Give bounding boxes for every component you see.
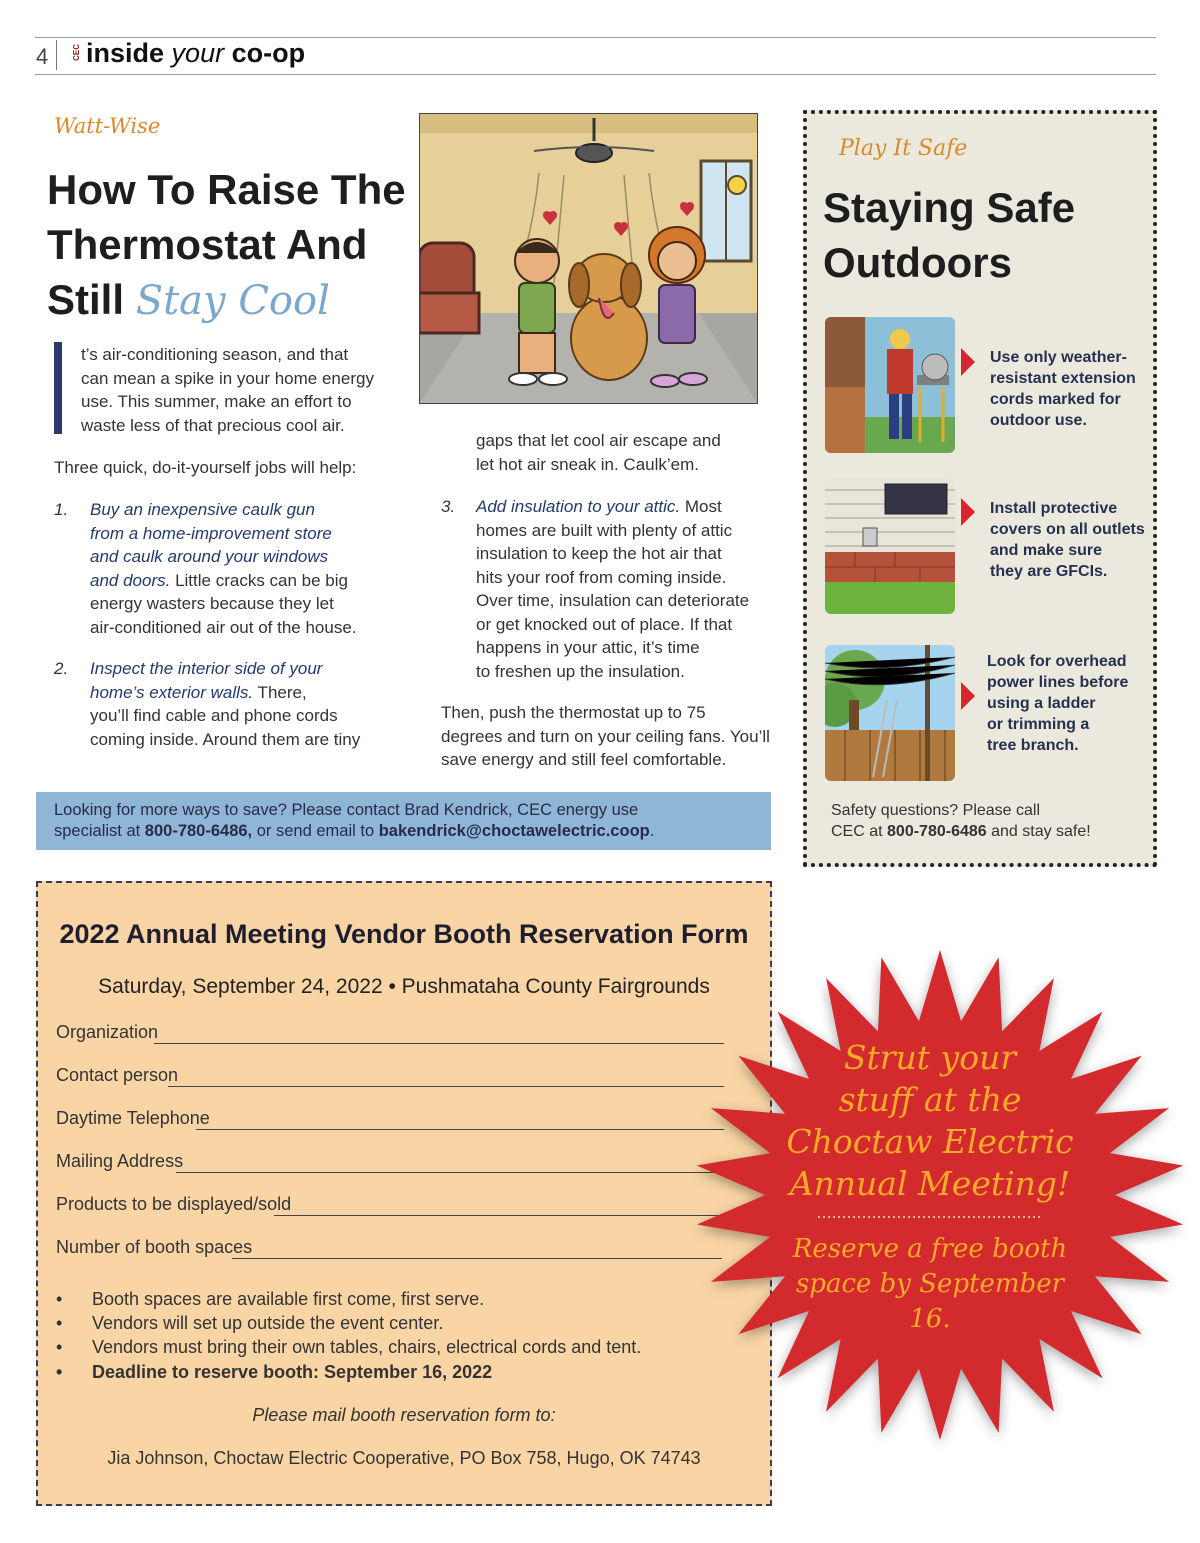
- article-title-still: Still: [47, 276, 125, 323]
- starburst-headline: [780, 1037, 1080, 1205]
- field-products-label: Products to be displayed/sold: [56, 1194, 292, 1214]
- sidebar-footer-end: and stay safe!: [986, 823, 1091, 840]
- item3-line: to freshen up the insulation.: [476, 661, 685, 681]
- sidebar-footer-cec: CEC at: [831, 823, 888, 840]
- cec-logo-text: CEC: [71, 44, 81, 61]
- field-telephone-line[interactable]: [196, 1129, 724, 1130]
- col2-line: gaps that let cool air escape and: [476, 431, 721, 450]
- brand-inside: inside: [86, 38, 165, 68]
- item1-em-line: Buy an inexpensive caulk gun: [90, 500, 315, 519]
- contact-line-1: Looking for more ways to save? Please contact Brad Kendrick, CEC energy use: [54, 801, 639, 819]
- section-brand: [86, 38, 305, 69]
- article-closing: [441, 701, 770, 772]
- item3-line: Over time, insulation can deteriorate: [476, 591, 750, 610]
- item3-line: hits your roof from coming inside.: [476, 567, 727, 587]
- deadline-text: Deadline to reserve booth: September 16, 2022: [92, 1362, 493, 1382]
- tip2-line: covers on all outlets: [990, 521, 1145, 538]
- item2-text: [90, 657, 360, 751]
- item3-mixed-rest: Most: [680, 497, 722, 516]
- contact-info-text: [54, 800, 654, 842]
- bullet-text: Booth spaces are available first come, first serve.: [92, 1289, 485, 1309]
- dog-figure: [569, 254, 647, 380]
- field-address-line[interactable]: [176, 1172, 724, 1173]
- article-intro-line: t’s air-conditioning season, and that: [81, 345, 349, 364]
- tip1-line: outdoor use.: [990, 412, 1087, 429]
- field-contact-label: Contact person: [56, 1065, 179, 1085]
- sidebar-footer: [831, 800, 1091, 842]
- starburst-sub-line: Reserve a free booth: [792, 1234, 1068, 1264]
- article-kicker: Watt-Wise: [54, 114, 161, 138]
- bullet-dot: •: [56, 1362, 63, 1382]
- safety-tip-3: [987, 651, 1128, 756]
- item1-line: energy wasters because they let: [90, 594, 334, 613]
- bullet-text: Vendors must bring their own tables, chairs, electrical cords and tent.: [92, 1337, 642, 1357]
- tip3-line: using a ladder: [987, 695, 1096, 712]
- item1-em-line: and caulk around your windows: [90, 547, 329, 566]
- contact-mid: or send email to: [252, 822, 379, 840]
- starburst-headline-line: Annual Meeting!: [789, 1164, 1071, 1203]
- contact-info-bar: [36, 792, 771, 850]
- tip2-line: Install protective: [990, 500, 1118, 517]
- form-bullet: [56, 1337, 641, 1358]
- tip3-line: Look for overhead: [987, 653, 1127, 670]
- extension-cord-illustration: [825, 317, 955, 453]
- item1-em-line: from a home-improvement store: [90, 523, 332, 543]
- bullet-text: Vendors will set up outside the event center.: [92, 1313, 444, 1333]
- article-title: [47, 162, 407, 329]
- header-bottom-rule: [35, 74, 1156, 75]
- article-intro-line: use. This summer, make an effort to: [81, 392, 352, 411]
- vendor-reservation-form: [36, 881, 772, 1506]
- sidebar-title: [823, 180, 1075, 290]
- item2-em-line: Inspect the interior side of your: [90, 659, 323, 678]
- contact-email-link[interactable]: bakendrick@choctawelectric.coop: [378, 822, 650, 840]
- item2-line: coming inside. Around them are tiny: [90, 729, 361, 749]
- article-intro-line: can mean a spike in your home energy: [81, 368, 374, 388]
- bullet-dot: •: [56, 1337, 63, 1357]
- item3-text: [476, 495, 749, 683]
- form-subtitle: Saturday, September 24, 2022 • Pushmataha County Fairgrounds: [98, 975, 710, 998]
- tip2-line: and make sure: [990, 542, 1103, 559]
- item1-number: 1.: [54, 500, 69, 519]
- mail-address: Jia Johnson, Choctaw Electric Cooperative, PO Box 758, Hugo, OK 74743: [107, 1448, 701, 1468]
- sidebar-title-line: Outdoors: [823, 239, 1012, 286]
- starburst-sub-line: space by September 16.: [795, 1269, 1065, 1334]
- field-telephone-label: Daytime Telephone: [56, 1108, 210, 1128]
- form-deadline-bullet: [56, 1362, 492, 1383]
- sidebar-footer-phone[interactable]: 800-780-6486: [887, 823, 987, 840]
- field-contact-line[interactable]: [168, 1086, 724, 1087]
- item1-mixed-rest: Little cracks can be big: [170, 570, 348, 590]
- tip1-line: resistant extension: [990, 370, 1136, 387]
- contact-line-2: [54, 821, 654, 842]
- col2-continuation: [476, 429, 721, 476]
- tip3-line: power lines before: [987, 674, 1129, 691]
- tip-arrow-icon: [961, 498, 975, 526]
- closing-line: Then, push the thermostat up to 75: [441, 703, 706, 722]
- field-booth-spaces-line[interactable]: [232, 1258, 722, 1259]
- field-organization-label: Organization: [56, 1022, 159, 1042]
- starburst-headline-line: Choctaw Electric: [786, 1122, 1074, 1161]
- article-intro-line: waste less of that precious cool air.: [81, 415, 345, 435]
- sun-icon: [728, 176, 746, 194]
- form-bullet: [56, 1289, 484, 1310]
- cec-logo: [70, 44, 83, 70]
- form-title: 2022 Annual Meeting Vendor Booth Reservation Form: [59, 919, 749, 949]
- tip-arrow-icon: [961, 682, 975, 710]
- bullet-dot: •: [56, 1313, 63, 1333]
- couch-icon: [419, 243, 479, 333]
- starburst-headline-line: stuff at the: [838, 1080, 1022, 1119]
- tip3-line: tree branch.: [987, 737, 1079, 754]
- tip3-line: or trimming a: [987, 716, 1090, 733]
- item2-em-mixed: home’s exterior walls.: [90, 682, 254, 702]
- safety-tip-2: [990, 498, 1145, 582]
- tip1-line: Use only weather-: [990, 349, 1127, 366]
- outlet-cover-illustration: [825, 478, 955, 614]
- article-intro: [81, 343, 374, 437]
- drop-cap-bar: [54, 342, 62, 434]
- field-organization-line[interactable]: [154, 1043, 724, 1044]
- power-lines-illustration: [825, 645, 955, 781]
- bullet-dot: •: [56, 1289, 63, 1309]
- item3-line: or get knocked out of place. If that: [476, 614, 733, 634]
- safety-sidebar: [803, 110, 1157, 867]
- article-title-line: Thermostat And: [47, 221, 368, 268]
- contact-phone[interactable]: 800-780-6486,: [144, 822, 253, 840]
- item3-line: happens in your attic, it’s time: [476, 638, 700, 657]
- brand-your: your: [171, 38, 225, 68]
- starburst-headline-line: Strut your: [843, 1038, 1017, 1077]
- field-booth-spaces-label: Number of booth spaces: [56, 1237, 253, 1257]
- item3-line: insulation to keep the hot air that: [476, 544, 722, 563]
- article-title-line: How To Raise The: [47, 166, 406, 213]
- starburst-subline: [780, 1232, 1080, 1337]
- item3-number: 3.: [441, 497, 456, 516]
- page-number: 4: [36, 44, 49, 69]
- item2-mixed-rest: There,: [253, 682, 307, 702]
- contact-prefix: specialist at: [54, 822, 145, 840]
- item1-text: [90, 498, 357, 639]
- article-lead: Three quick, do-it-yourself jobs will help:: [54, 458, 357, 477]
- field-address-label: Mailing Address: [56, 1151, 184, 1171]
- closing-line: degrees and turn on your ceiling fans. You’ll: [441, 726, 770, 746]
- closing-line: save energy and still feel comfortable.: [441, 750, 727, 769]
- sidebar-footer-line: Safety questions? Please call: [831, 802, 1041, 819]
- form-bullet: [56, 1313, 443, 1334]
- article-title-script: Stay Cool: [135, 278, 330, 324]
- item1-em-mixed: and doors.: [90, 570, 171, 590]
- contact-end: .: [649, 822, 655, 840]
- brand-coop: co-op: [231, 38, 306, 68]
- item2-number: 2.: [54, 659, 69, 678]
- item2-line: you’ll find cable and phone cords: [90, 706, 338, 725]
- item3-em-mixed: Add insulation to your attic.: [476, 497, 681, 516]
- field-products-line[interactable]: [274, 1215, 724, 1216]
- tip1-line: cords marked for: [990, 391, 1121, 408]
- cartoon-illustration: [419, 113, 758, 404]
- item3-line: homes are built with plenty of attic: [476, 520, 733, 540]
- tip-arrow-icon: [961, 348, 975, 376]
- item1-line: air-conditioned air out of the house.: [90, 617, 357, 637]
- article-title-line: [47, 272, 407, 329]
- sidebar-footer-line: [831, 821, 1091, 842]
- mail-note: Please mail booth reservation form to:: [252, 1405, 556, 1425]
- sidebar-title-line: Staying Safe: [823, 184, 1076, 231]
- tip2-line: they are GFCIs.: [990, 563, 1108, 580]
- safety-tip-1: [990, 347, 1136, 431]
- sidebar-kicker: Play It Safe: [839, 136, 968, 161]
- page-number-divider: [56, 40, 57, 70]
- col2-line: let hot air sneak in. Caulk’em.: [476, 454, 699, 474]
